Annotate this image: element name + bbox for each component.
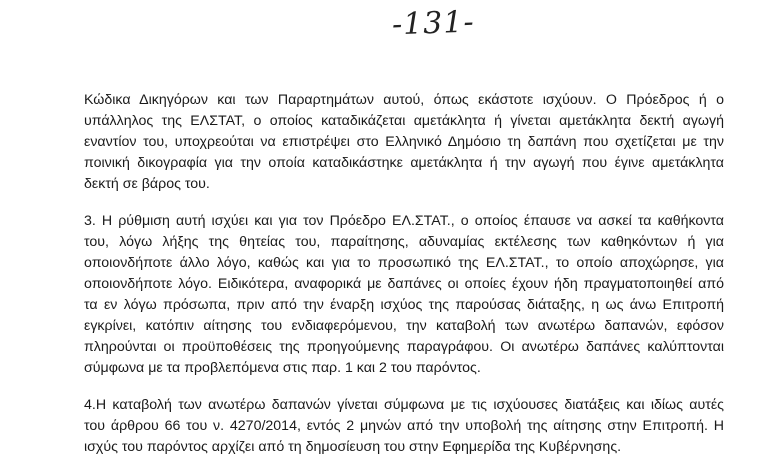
text-line: του, λόγω λήξης της θητείας του, παραίτησης, αδυναμίας εκτέλεσης των καθηκόντων ή για (84, 234, 724, 250)
text-line: πληρούνται οι προϋποθέσεις της προηγούμενης παραγράφου. Οι ανωτέρω δαπάνες καλύπτονται (84, 339, 724, 355)
text-line: υπάλληλος της ΕΛΣΤΑΤ, ο οποίος καταδικάζεται αμετάκλητα ή γίνεται αμετάκλητα δεκτή αγωγή (84, 113, 724, 129)
text-line: οποιονδήποτε λόγο. Ειδικότερα, αναφορικά με δαπάνες οι οποίες έχουν ήδη πραγματοποιηθεί από (84, 276, 724, 292)
text-line: ισχύς του παρόντος αρχίζει από τη δημοσίευση του στην Εφημερίδα της Κυβέρνησης. (84, 439, 622, 455)
text-line: Κώδικα Δικηγόρων και των Παραρτημάτων αυτού, όπως εκάστοτε ισχύουν. Ο Πρόεδρος ή ο (84, 92, 724, 108)
text-line: τα εν λόγω πρόσωπα, πριν από την έναρξη ισχύος της παρούσας διάταξης, η ως άνω Επιτροπή (84, 297, 724, 313)
paragraph-3 (84, 211, 724, 379)
document-body (84, 90, 724, 458)
text-line: 4.Η καταβολή των ανωτέρω δαπανών γίνεται σύμφωνα με τις ισχύουσες διατάξεις και ιδίως αυτές (84, 397, 724, 413)
text-line: οποιονδήποτε άλλο λόγο, καθώς και για το προσωπικό της ΕΛ.ΣΤΑΤ., το οποίο αποχώρησε, για (84, 255, 724, 271)
text-line: εναντίον του, υποχρεούται να επιστρέψει στο Ελληνικό Δημόσιο τη δαπάνη που σχετίζεται με την (84, 134, 724, 150)
text-line: σύμφωνα με τα προβλεπόμενα στις παρ. 1 και 2 του παρόντος. (84, 360, 481, 376)
text-line: του άρθρου 66 του ν. 4270/2014, εντός 2 μηνών από την υποβολή της αίτησης στην Επιτροπή. Η (84, 418, 724, 434)
page-number: -131- (391, 4, 476, 43)
text-line: 3. Η ρύθμιση αυτή ισχύει και για τον Πρόεδρο ΕΛ.ΣΤΑΤ., ο οποίος έπαυσε να ασκεί τα καθήκοντα (84, 213, 724, 229)
text-line: εγκρίνει, κατόπιν αίτησης του ενδιαφερόμενου, την καταβολή των ανωτέρω δαπανών, εφόσον (84, 318, 724, 334)
paragraph-1 (84, 90, 724, 195)
text-line: δεκτή σε βάρος του. (84, 176, 210, 192)
paragraph-4 (84, 395, 724, 458)
text-line: ποινική δικογραφία για την οποία καταδικάστηκε αμετάκλητα ή την αγωγή που έγινε αμετάκλητα (84, 155, 724, 171)
